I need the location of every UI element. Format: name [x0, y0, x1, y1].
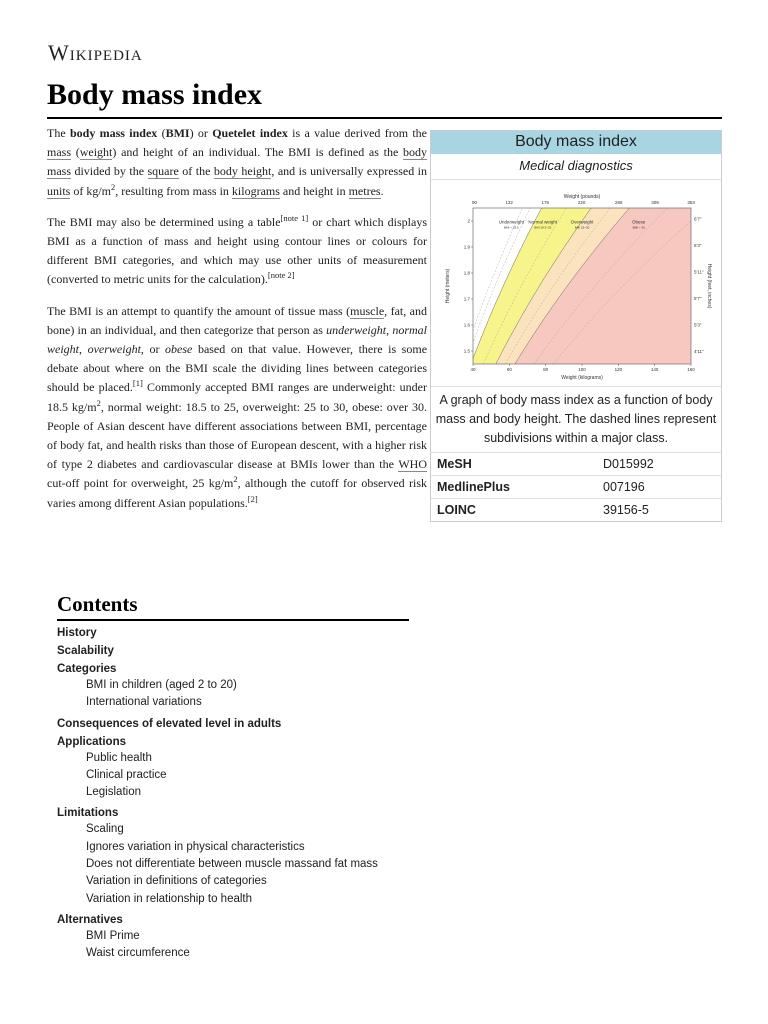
- title-divider: [47, 117, 722, 119]
- text-run: ,: [79, 342, 88, 357]
- article-link[interactable]: body mass: [47, 145, 427, 179]
- article-link[interactable]: muscle: [350, 303, 385, 318]
- toc-section-link[interactable]: Limitations: [57, 807, 119, 820]
- infobox-caption: A graph of body mass index as a function of body mass and body height. The dashed lines represent subdivisions within a major class.: [435, 393, 717, 445]
- toc-section: [57, 736, 409, 802]
- intro-paragraph-3: [47, 302, 427, 513]
- y-tick-label: 1.5: [463, 348, 470, 354]
- text-run: The BMI is an attempt to quantify the amount of tissue mass (: [47, 303, 351, 318]
- text-run: ,: [386, 322, 393, 337]
- bold-term: BMI: [165, 126, 190, 140]
- x2-tick-label: 265: [614, 200, 623, 205]
- x2-tick-label: 90: [471, 200, 477, 205]
- toc-section: [57, 627, 409, 639]
- toc-subsection-link[interactable]: BMI Prime: [86, 929, 140, 942]
- toc-subsection-link[interactable]: Public health: [86, 751, 152, 764]
- y-tick-label: 1.6: [463, 322, 470, 328]
- article-body: [47, 124, 427, 525]
- text-run: is a value derived from the: [287, 126, 427, 140]
- toc-subsection-link[interactable]: International variations: [86, 696, 202, 709]
- toc-section: [57, 807, 409, 907]
- citation-link[interactable]: [2]: [247, 493, 258, 504]
- y-tick-label: 2: [467, 218, 470, 224]
- toc-section-link[interactable]: Categories: [57, 663, 117, 675]
- toc-section: [57, 645, 409, 657]
- category-range-label: BMI > 30: [632, 225, 645, 230]
- superscript: 2: [233, 474, 238, 485]
- x2-tick-label: 309: [651, 200, 659, 205]
- toc-section-link[interactable]: Scalability: [57, 645, 114, 657]
- infobox-subtitle: Medical diagnostics: [431, 154, 721, 180]
- toc-subsection-link[interactable]: Scaling: [86, 823, 124, 836]
- x-tick-label: 160: [687, 367, 695, 372]
- infobox-title: Body mass index: [431, 131, 721, 154]
- y2-tick-label: 4'11": [694, 348, 704, 354]
- y-axis-label: Height (meters): [445, 268, 451, 304]
- text-run: The BMI may also be determined using a table: [47, 214, 281, 229]
- toc-list: [57, 627, 409, 963]
- text-run: based on that value. However, there is some debate about where on the BMI scale the dividing lines between categories should be placed.: [47, 342, 428, 395]
- x-tick-label: 40: [470, 367, 476, 372]
- article-link[interactable]: mass: [47, 145, 71, 160]
- infobox-row-value[interactable]: 007196: [603, 480, 645, 494]
- text-run: of the: [178, 164, 214, 179]
- y-tick-label: 1.9: [463, 244, 470, 250]
- x2-tick-label: 220: [577, 200, 586, 205]
- toc-section-link[interactable]: Alternatives: [57, 913, 123, 926]
- x2-tick-label: 353: [687, 200, 695, 205]
- x-tick-label: 80: [543, 367, 549, 372]
- text-run: and height in: [279, 183, 349, 198]
- article-link[interactable]: square: [147, 164, 179, 179]
- x-tick-label: 100: [578, 367, 586, 372]
- toc-subsection-link[interactable]: Clinical practice: [86, 768, 167, 781]
- italic-term: normal weight: [47, 322, 427, 357]
- x2-tick-label: 176: [541, 200, 550, 205]
- text-run: or chart which displays BMI as a function of mass and height using contour lines or colours for different BMI categories, and which may use other units of measurement (converted to metric units for the calculation).: [47, 214, 427, 287]
- y2-tick-label: 6'7": [694, 216, 702, 222]
- text-run: , and is universally expressed in: [271, 164, 427, 179]
- y2-axis-label: Height (feet, inches): [706, 263, 712, 309]
- y2-tick-label: 5'11": [694, 269, 704, 275]
- y-tick-label: 1.8: [463, 270, 470, 276]
- italic-term: obese: [165, 342, 193, 357]
- italic-term: underweight: [326, 322, 387, 337]
- article-link[interactable]: units: [47, 183, 71, 198]
- article-link[interactable]: weight: [79, 145, 113, 160]
- category-label: Underweight: [498, 219, 524, 225]
- toc-section: [57, 914, 409, 963]
- category-range-label: BMI 25–30: [574, 225, 590, 230]
- text-run: of kg/m: [70, 183, 112, 198]
- article-link[interactable]: body height: [213, 164, 272, 179]
- toc-subsection-link[interactable]: Ignores variation in physical characteristics: [86, 840, 305, 853]
- infobox-rows: [431, 452, 721, 521]
- text-run: (: [71, 145, 80, 160]
- italic-term: overweight: [87, 342, 141, 357]
- toc-section-link[interactable]: History: [57, 627, 97, 639]
- bmi-chart-container: [431, 180, 721, 387]
- toc-subsection-link[interactable]: Legislation: [86, 786, 141, 799]
- text-run: Commonly accepted BMI ranges are underweight: under 18.5 kg/m: [47, 380, 427, 414]
- y-tick-label: 1.7: [463, 296, 470, 302]
- infobox: [430, 130, 722, 522]
- infobox-row-label: LOINC: [437, 503, 476, 517]
- x2-axis-label: Weight (pounds): [563, 194, 601, 200]
- text-run: , or: [140, 342, 166, 357]
- x2-tick-label: 132: [505, 200, 513, 205]
- category-label: Overweight: [570, 219, 594, 225]
- bold-term: Quetelet index: [212, 126, 288, 140]
- y2-tick-label: 6'3": [694, 243, 702, 249]
- article-link[interactable]: metres: [348, 183, 381, 198]
- category-range-label: BMI < 18.5: [504, 225, 519, 230]
- infobox-row-label: MeSH: [437, 457, 472, 471]
- text-run: ) and height of an individual. The BMI is defined as the: [112, 145, 403, 160]
- infobox-row-value[interactable]: 39156-5: [603, 503, 649, 517]
- y2-tick-label: 5'7": [694, 295, 702, 301]
- text-run: The: [47, 126, 70, 140]
- toc-section: [57, 663, 409, 712]
- wikipedia-wordmark[interactable]: Wikipedia: [48, 40, 143, 65]
- toc-section: [57, 718, 409, 730]
- text-run: , fat, and bone) in an individual, and then categorize that person as: [47, 303, 428, 337]
- intro-paragraph-2: [47, 213, 427, 290]
- text-run: , normal weight: 18.5 to 25, overweight: 25 to 30, obese: over 30. People of Asian descent have different associations between BMI, percentage of body fat, and health risks than those of European descent, with a higher risk of type 2 diabetes and cardiovascular disease at BMIs lower than the: [47, 399, 427, 472]
- infobox-row: [431, 498, 721, 521]
- contents-heading: Contents: [57, 592, 409, 621]
- superscript: 2: [96, 397, 101, 408]
- citation-link[interactable]: [note 2]: [267, 270, 295, 281]
- citation-link[interactable]: [1]: [132, 378, 143, 389]
- intro-paragraph-1: [47, 124, 427, 201]
- category-label: Normal weight: [528, 219, 558, 225]
- toc-section-link[interactable]: Consequences of elevated level in adults: [57, 717, 282, 730]
- article-link[interactable]: WHO: [398, 457, 427, 472]
- infobox-row: [431, 452, 721, 475]
- y2-tick-label: 5'3": [694, 322, 702, 328]
- x-tick-label: 140: [650, 367, 659, 372]
- page-title: Body mass index: [47, 78, 263, 111]
- toc-subsection-link[interactable]: Does not differentiate between muscle massand fat mass: [86, 858, 378, 871]
- text-run: .: [380, 183, 384, 198]
- toc-subsection-link[interactable]: Variation in definitions of categories: [86, 875, 267, 888]
- bmi-chart[interactable]: [437, 186, 715, 386]
- toc-section-link[interactable]: Applications: [57, 735, 127, 748]
- bold-term: body mass index: [69, 126, 158, 140]
- text-run: , although the cutoff for observed risk varies among different Asian populations.: [47, 476, 428, 510]
- text-run: cut-off point for overweight, 25 kg/m: [47, 476, 234, 491]
- text-run: ) or: [189, 126, 213, 140]
- infobox-row: [431, 475, 721, 498]
- infobox-row-label: MedlinePlus: [437, 480, 510, 494]
- text-run: , resulting from mass in: [115, 183, 232, 198]
- category-label: Obese: [632, 219, 646, 225]
- text-run: divided by the: [71, 164, 148, 179]
- text-run: (: [157, 126, 166, 140]
- article-link[interactable]: kilograms: [231, 183, 280, 198]
- category-range-label: BMI 18.5–25: [534, 225, 552, 230]
- x-tick-label: 120: [614, 367, 623, 372]
- table-of-contents: [57, 592, 409, 969]
- x-tick-label: 60: [506, 367, 512, 372]
- citation-link[interactable]: [note 1]: [280, 212, 309, 223]
- toc-subsection-link[interactable]: Variation in relationship to health: [86, 892, 253, 905]
- toc-subsection-link[interactable]: Waist circumference: [86, 947, 190, 960]
- infobox-row-value[interactable]: D015992: [603, 457, 654, 471]
- x-axis-label: Weight (kilograms): [561, 375, 603, 381]
- toc-subsection-link[interactable]: BMI in children (aged 2 to 20): [86, 679, 237, 691]
- superscript: 2: [111, 181, 116, 192]
